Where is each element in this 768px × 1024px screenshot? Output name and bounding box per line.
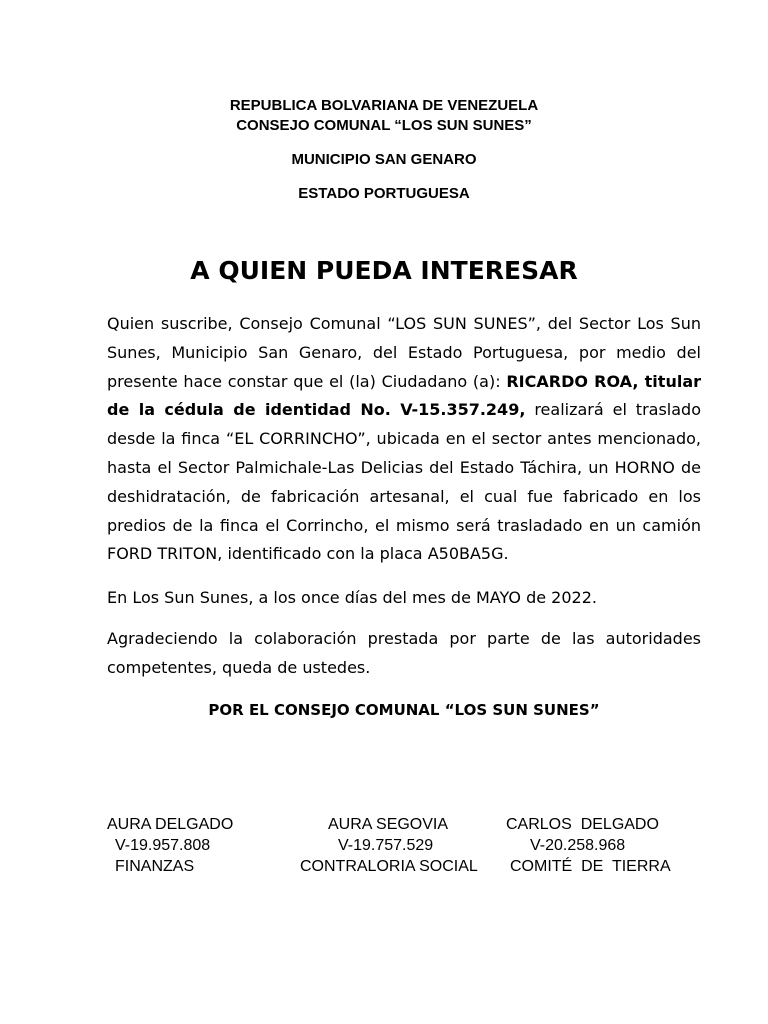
- p1-citizen-id: RICARDO ROA, titular de la cédula de identidad No. V-15.357.249,: [107, 371, 702, 420]
- signatory-1-id: V-19.957.808: [115, 837, 211, 854]
- signatory-2-id: V-19.757.529: [338, 837, 434, 854]
- signatory-2-name: AURA SEGOVIA: [328, 816, 449, 833]
- p3-text: Agradeciendo la colaboración prestada por parte de las autoridades competentes, queda de ustedes.: [107, 629, 701, 677]
- signatory-3-id: V-20.258.968: [530, 837, 626, 854]
- header-republic: REPUBLICA BOLVARIANA DE VENEZUELA: [229, 97, 539, 114]
- signatory-1-role: FINANZAS: [115, 858, 195, 875]
- signatory-2-role: CONTRALORIA SOCIAL: [300, 858, 478, 875]
- header-council: CONSEJO COMUNAL “LOS SUN SUNES”: [236, 117, 532, 134]
- body-paragraph-3: [107, 625, 701, 683]
- header-municipality: MUNICIPIO SAN GENARO: [291, 151, 477, 168]
- body-paragraph-1: [107, 310, 701, 569]
- header-state: ESTADO PORTUGUESA: [298, 185, 470, 202]
- document-title: A QUIEN PUEDA INTERESAR: [190, 256, 578, 285]
- signatory-1-name: AURA DELGADO: [107, 816, 234, 833]
- p1-rest: realizará el traslado desde la finca “EL CORRINCHO”, ubicada en el sector antes mencionado, hasta el Sector Palmichale-Las Delicias del Estado Táchira, un HORNO de deshidratación, de fabricación artesanal, el cual fue fabricado en los predios de la finca el Corrincho, el mismo será trasladado en un camión FORD TRITON, identificado con la placa A50BA5G.: [107, 400, 701, 564]
- signatory-3-role: COMITÉ DE TIERRA: [510, 858, 671, 875]
- p1-intro: Quien suscribe, Consejo Comunal “LOS SUN SUNES”, del Sector Los Sun Sunes, Municipio San Genaro, del Estado Portuguesa, por medio del presente hace constar que el (la) Ciudadano (a):: [107, 314, 701, 391]
- body-paragraph-2: [107, 584, 701, 613]
- signature-heading: POR EL CONSEJO COMUNAL “LOS SUN SUNES”: [208, 701, 600, 719]
- signatory-3-name: CARLOS DELGADO: [506, 816, 659, 833]
- p2-text: En Los Sun Sunes, a los once días del mes de MAYO de 2022.: [107, 588, 597, 607]
